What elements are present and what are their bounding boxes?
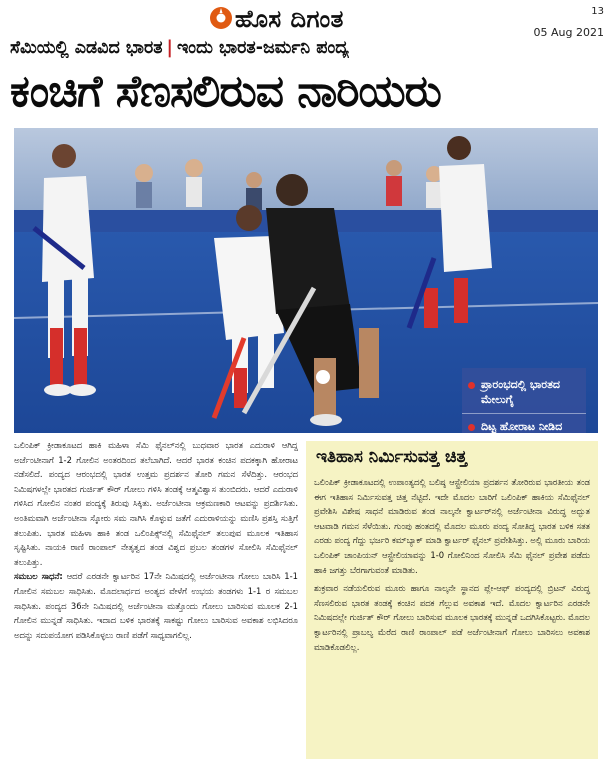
sidebar-title: ಇತಿಹಾಸ ನಿರ್ಮಿಸುವತ್ತ ಚಿತ್ತ bbox=[316, 447, 467, 467]
sun-logo-icon bbox=[210, 7, 232, 29]
sidebar-paragraph: ಒಲಿಂಪಿಕ್ ಕ್ರೀಡಾಕೂಟದಲ್ಲಿ ಉಪಾಂತ್ಯದಲ್ಲಿ ಬಲಿಷ್ಠ ಆಸ್ಟ್ರೇಲಿಯಾ ಪ್ರದರ್ಶನ ತೋರಿರುವ ಭಾರತೀಯ ತಂಡ ಈಗ ಇತಿಹಾಸ ನಿರ್ಮಿಸುವತ್ತ ಚಿತ್ತ ನೆಟ್ಟಿದೆ. ಇದೇ ಮೊದಲ ಬಾರಿಗೆ ಒಲಿಂಪಿಕ್ ಹಾಕಿಯ ಸೆಮಿಫೈನಲ್ ಪ್ರವೇಶಿಸಿ ವಿಶೇಷ ಸಾಧನೆ ಮಾಡಿರುವ ತಂಡ ನಾಲ್ಕನೇ ಕ್ವಾರ್ಟರ್‌ನಲ್ಲಿ ಅರ್ಜೆಂಟೀನಾ ವಿರುದ್ಧ ಅದ್ಭುತ ಆಟವಾಡಿ ಗಮನ ಸೆಳೆಯಿತು. ಗುಂಪು ಹಂತದಲ್ಲಿ ಮೊದಲ ಮೂರು ಪಂದ್ಯ ಸೋತಿದ್ದ ಭಾರತ ಬಳಿಕ ಸತತ ಎರಡು ಪಂದ್ಯ ಗೆದ್ದು ಭರ್ಜರಿ ಕಮ್‌ಬ್ಯಾಕ್ ಮಾಡಿ ಕ್ವಾರ್ಟರ್ ಫೈನಲ್ ಪ್ರವೇಶಿಸಿತ್ತು. ಅಲ್ಲಿ ಮೂರು ಬಾರಿಯ ಒಲಿಂಪಿಕ್ ಚಾಂಪಿಯನ್ ಆಸ್ಟ್ರೇಲಿಯಾವನ್ನು 1-0 ಗೋಲಿನಿಂದ ಸೋಲಿಸಿ ಸೆಮಿ ಫೈನಲ್ ಪ್ರವೇಶ ಪಡೆದು ಹಾಕಿ ಜಗತ್ತು ಬೆರಗಾಗುವಂತೆ ಮಾಡಿತು. bbox=[314, 477, 590, 575]
caption-item bbox=[462, 414, 586, 433]
caption-text: ಪ್ರಾರಂಭದಲ್ಲಿ ಭಾರತದ ಮೇಲುಗೈ bbox=[481, 378, 561, 406]
kicker-part-1: ಸೆಮಿಯಲ್ಲಿ ಎಡವಿದ ಭಾರತ bbox=[10, 38, 163, 58]
kicker-part-2: ಇಂದು ಭಾರತ-ಜರ್ಮನಿ ಪಂದ್ಯ bbox=[176, 38, 349, 58]
article-kicker bbox=[10, 38, 602, 58]
issue-date: 05 Aug 2021 bbox=[533, 26, 604, 39]
kicker-separator: | bbox=[166, 38, 173, 58]
hockey-match-photo bbox=[14, 128, 598, 433]
photo-caption-box bbox=[462, 368, 586, 433]
article-body bbox=[14, 438, 298, 642]
body-paragraph-text: ಆದರೆ ಎರಡನೇ ಕ್ವಾರ್ಟರಿನ 17ನೇ ನಿಮಿಷದಲ್ಲಿ ಅರ್ಜೆಂಟೀನಾ ಗೋಲು ಬಾರಿಸಿ 1-1 ಗೋಲಿನ ಸಮಬಲ ಸಾಧಿಸಿತು. ಮೊದಲಾರ್ಧದ ಅಂತ್ಯದ ವೇಳೆಗೆ ಉಭಯ ತಂಡಗಳು 1-1 ರ ಸಮಬಲ ಸಾಧಿಸಿತು. ಪಂದ್ಯದ 36ನೇ ನಿಮಿಷದಲ್ಲಿ ಅರ್ಜೆಂಟೀನಾ ಮತ್ತೊಂದು ಗೋಲು ಬಾರಿಸುವ ಮೂಲಕ 2-1 ಗೋಲಿನ ಮುನ್ನಡೆ ಸಾಧಿಸಿತು. ಇದಾದ ಬಳಿಕ ಭಾರತಕ್ಕೆ ಸಾಕಷ್ಟು ಗೋಲು ಬಾರಿಸುವ ಅವಕಾಶ ಲಭಿಸಿದರೂ ಅದನ್ನು ಸದುಪಯೋಗ ಪಡಿಸಿಕೊಳ್ಳಲು ರಾಣಿ ಪಡೆಗೆ ಸಾಧ್ಯವಾಗಲಿಲ್ಲ. bbox=[14, 571, 298, 640]
sidebar-body bbox=[314, 475, 590, 658]
logo-text: ಹೊಸ ದಿಗಂತ bbox=[235, 3, 344, 33]
caption-text: ದಿಟ್ಟ ಹೋರಾಟ ನೀಡಿದ bbox=[481, 420, 563, 433]
body-paragraph-2 bbox=[14, 569, 298, 642]
caption-item bbox=[462, 372, 586, 414]
sidebar-box bbox=[306, 441, 598, 759]
sub-heading: ಸಮಬಲ ಸಾಧನೆ: bbox=[14, 571, 63, 582]
newspaper-logo bbox=[210, 4, 344, 32]
article-headline: ಕಂಚಿಗೆ ಸೆಣಸಲಿರುವ ನಾರಿಯರು bbox=[10, 66, 441, 117]
bullet-icon bbox=[468, 382, 475, 389]
body-paragraph: ಒಲಿಂಪಿಕ್ ಕ್ರೀಡಾಕೂಟದ ಹಾಕಿ ಮಹಿಳಾ ಸೆಮಿ ಫೈನಲ್‌ನಲ್ಲಿ ಬುಧವಾರ ಭಾರತ ಎದುರಾಳಿ ಆಗಿದ್ದ ಅರ್ಜೆಂಟೀನಾಗೆ 1-2 ಗೋಲಿನ ಅಂತರದಿಂದ ತಲೆಬಾಗಿದೆ. ಆದರೆ ಭಾರತ ಕಂಚಿನ ಪದಕಕ್ಕಾಗಿ ಹೋರಾಟ ನಡೆಸಲಿದೆ. ಪಂದ್ಯದ ಆರಂಭದಲ್ಲಿ ಭಾರತ ಉತ್ತಮ ಪ್ರದರ್ಶನ ತೋರಿ ಗಮನ ಸೆಳೆದಿತ್ತು. ಆರಂಭದ ನಿಮಿಷಗಳಲ್ಲೇ ಭಾರತದ ಗುರ್ಜಿತ್ ಕೌರ್ ಗೋಲು ಗಳಿಸಿ ತಂಡಕ್ಕೆ ಆತ್ಮವಿಶ್ವಾಸ ತುಂಬಿದರು. ಆದರೆ ಎದುರಾಳಿ ಗಳಿಸಿದ ಗೋಲಿನ ನಂತರ ಪಂದ್ಯಕ್ಕೆ ತಿರುವು ಸಿಕ್ಕಿತು. ಅರ್ಜೆಂಟೀನಾ ಆಕ್ರಮಣಕಾರಿ ಆಟವನ್ನು ಪ್ರದರ್ಶಿಸಿತು. ಅಂತಿಮವಾಗಿ ಅರ್ಜೆಂಟೀನಾ ಸ್ಕೋರು ಸಮ ನಾಗಿಸಿ ಕೊಳ್ಳುವ ಜತೆಗೆ ಎದುರಾಳಿಯನ್ನು ಮಣಿಸಿ ಪ್ರಶಸ್ತಿ ಸುತ್ತಿಗೆ ತಲುಪಿತು. ಭಾರತ ಮಹಿಳಾ ಹಾಕಿ ತಂಡ ಒಲಿಂಪಿಕ್ಸ್‌ನಲ್ಲಿ ಸೆಮಿಫೈನಲ್ ತಲುಪುವ ಮೂಲಕ ಇತಿಹಾಸ ಸೃಷ್ಟಿಸಿತು. ನಾಯಕಿ ರಾಣಿ ರಾಂಪಾಲ್ ನೇತೃತ್ವದ ತಂಡ ವಿಶ್ವದ ಪ್ರಬಲ ತಂಡಗಳ ಸೋಲಿಸಿ ಸೆಮಿಫೈನಲ್ ತಲುಪಿತ್ತು. bbox=[14, 440, 298, 567]
page-number: 13 bbox=[591, 6, 604, 17]
sidebar-paragraph: ಶುಕ್ರವಾರ ನಡೆಯಲಿರುವ ಮೂರು ಹಾಗೂ ನಾಲ್ಕನೇ ಸ್ಥಾನದ ಪ್ಲೇ-ಆಫ್ ಪಂದ್ಯದಲ್ಲಿ ಬ್ರಿಟನ್ ವಿರುದ್ಧ ಸೆಣಸಲಿರುವ ಭಾರತ ತಂಡಕ್ಕೆ ಕಂಚಿನ ಪದಕ ಗೆಲ್ಲುವ ಅವಕಾಶ ಇದೆ. ಮೊದಲ ಕ್ವಾರ್ಟರಿನ ಎರಡನೇ ನಿಮಿಷದಲ್ಲೇ ಗುರ್ಜಿತ್ ಕೌರ್ ಗೋಲು ಬಾರಿಸುವ ಮೂಲಕ ಭಾರತಕ್ಕೆ ಮುನ್ನಡೆ ಒದಗಿಸಿಕೊಟ್ಟರು. ಮೊದಲ ಕ್ವಾರ್ಟರಿನಲ್ಲಿ ಪ್ರಾಬಲ್ಯ ಮೆರೆದ ರಾಣಿ ರಾಂಪಾಲ್ ಪಡೆ ಅರ್ಜೆಂಟೀನಾಗೆ ಗೋಲು ಬಾರಿಸಲು ಅವಕಾಶ ಮಾಡಿಕೊಡಲಿಲ್ಲ. bbox=[314, 583, 590, 652]
bullet-icon bbox=[468, 424, 475, 431]
masthead bbox=[0, 0, 612, 40]
